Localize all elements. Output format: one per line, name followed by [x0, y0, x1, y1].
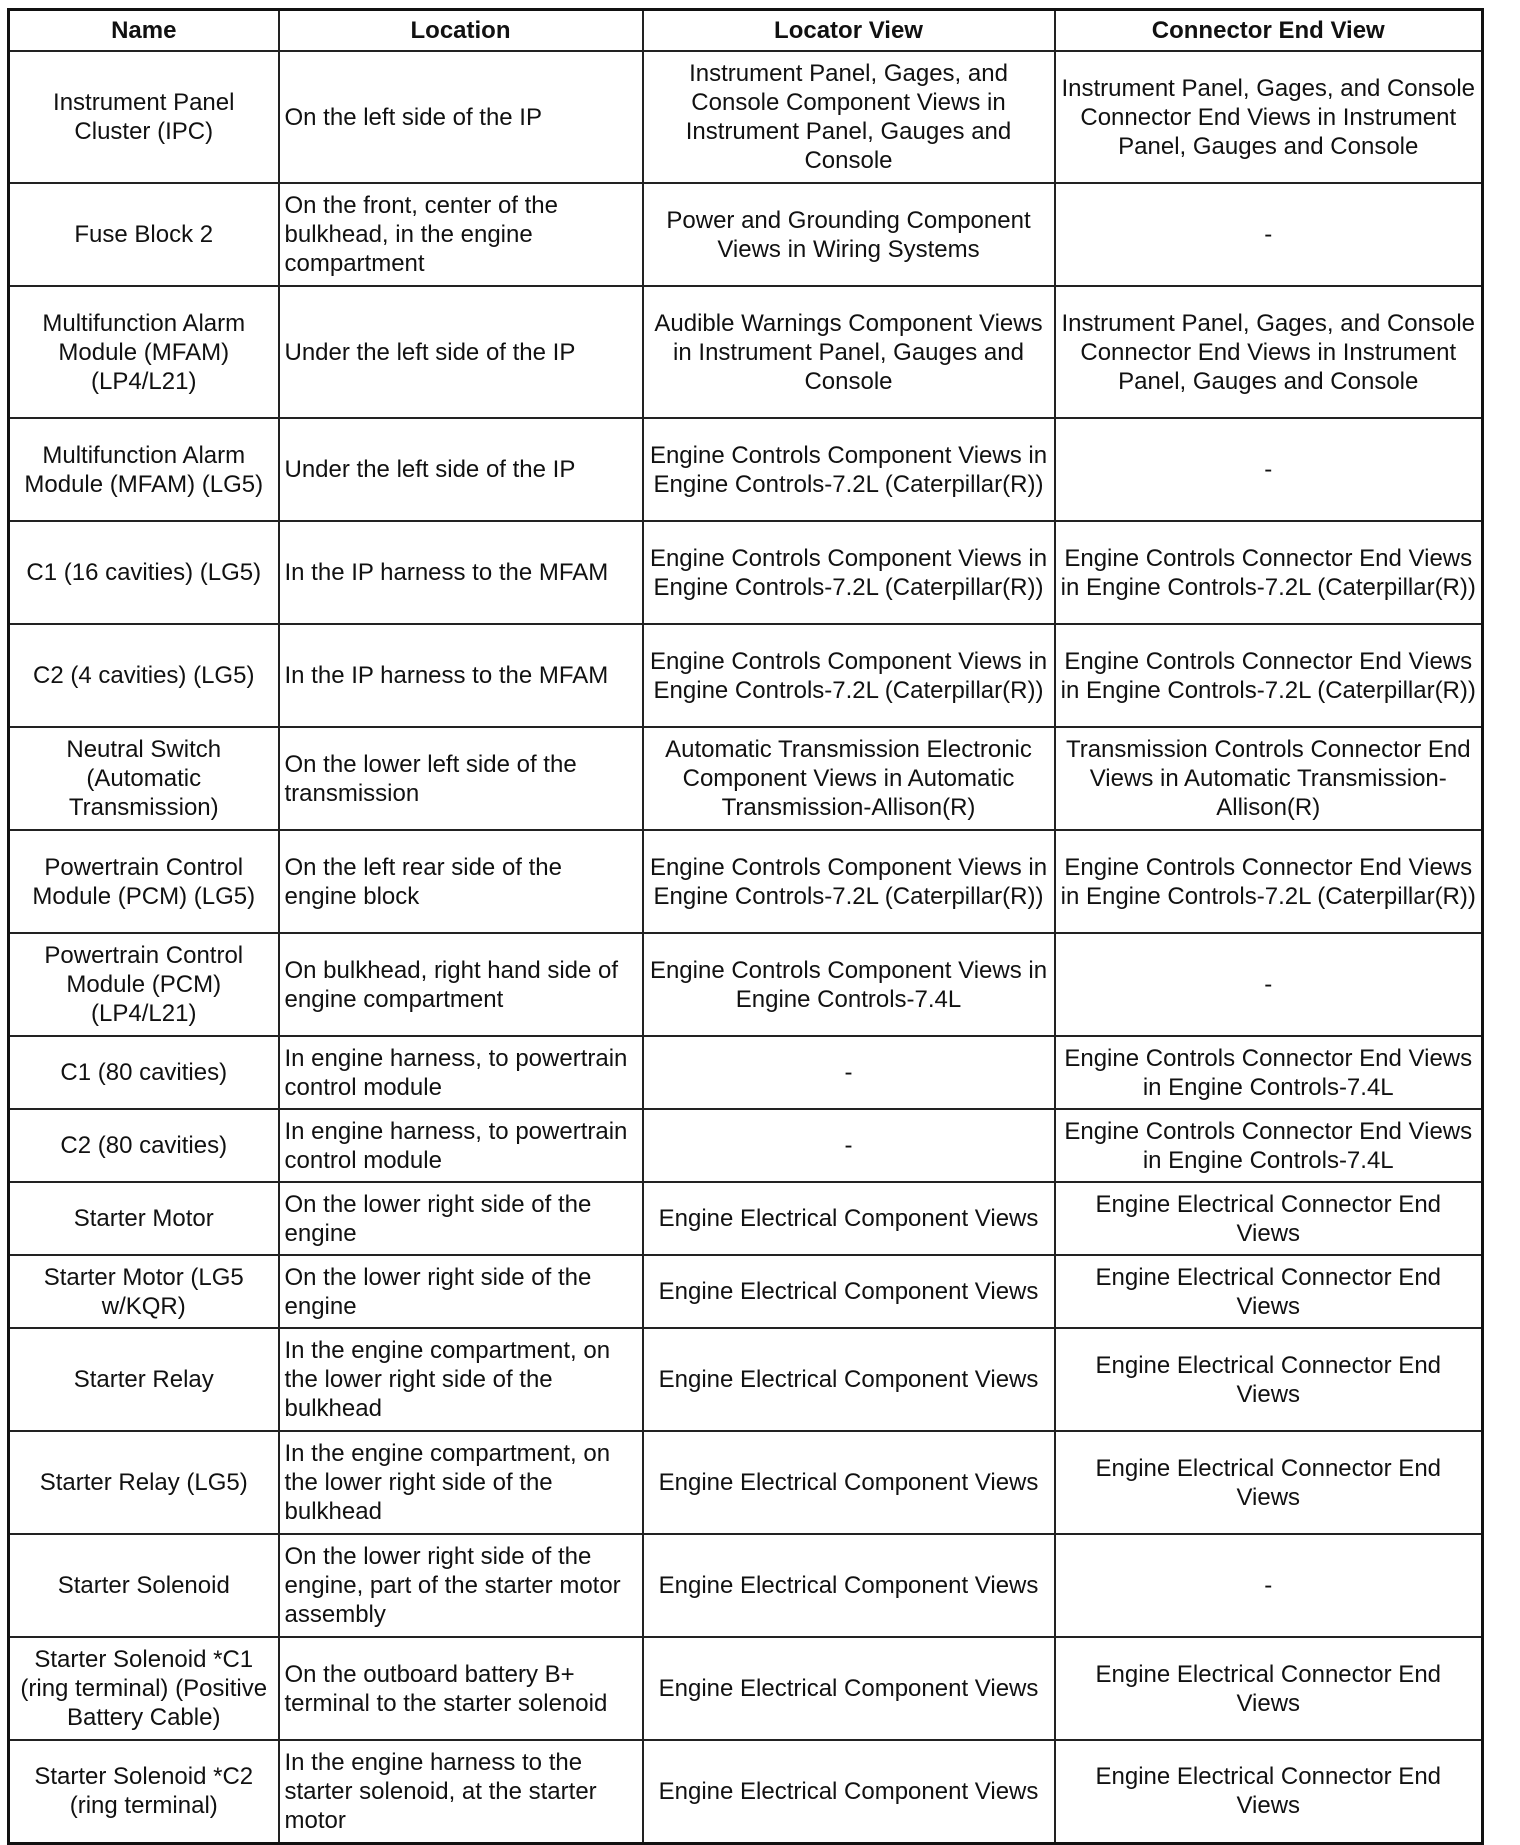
cell-locator-view: Engine Electrical Component Views — [643, 1534, 1055, 1637]
cell-name: Starter Motor (LG5 w/KQR) — [9, 1255, 279, 1328]
cell-location: On the left rear side of the engine block — [279, 830, 643, 933]
cell-location: In the IP harness to the MFAM — [279, 624, 643, 727]
cell-name: Starter Solenoid *C2 (ring terminal) — [9, 1740, 279, 1843]
cell-locator-view: Engine Electrical Component Views — [643, 1328, 1055, 1431]
table-row — [9, 1431, 1483, 1534]
table-row — [9, 418, 1483, 521]
component-locator-table — [7, 8, 1484, 1845]
cell-name: C1 (80 cavities) — [9, 1036, 279, 1109]
cell-location: In engine harness, to powertrain control module — [279, 1036, 643, 1109]
header-name: Name — [9, 10, 279, 52]
cell-location: On bulkhead, right hand side of engine compartment — [279, 933, 643, 1036]
cell-locator-view: - — [643, 1109, 1055, 1182]
cell-location: In the engine compartment, on the lower right side of the bulkhead — [279, 1328, 643, 1431]
table-row — [9, 727, 1483, 830]
cell-name: Instrument Panel Cluster (IPC) — [9, 51, 279, 183]
cell-connector-end-view: - — [1055, 183, 1483, 286]
header-location: Location — [279, 10, 643, 52]
cell-locator-view: Instrument Panel, Gages, and Console Component Views in Instrument Panel, Gauges and Console — [643, 51, 1055, 183]
cell-name: C2 (4 cavities) (LG5) — [9, 624, 279, 727]
table-row — [9, 1328, 1483, 1431]
cell-connector-end-view: Engine Electrical Connector End Views — [1055, 1637, 1483, 1740]
table-row — [9, 1109, 1483, 1182]
cell-connector-end-view: - — [1055, 933, 1483, 1036]
cell-location: In engine harness, to powertrain control module — [279, 1109, 643, 1182]
table-row — [9, 1182, 1483, 1255]
cell-name: Starter Relay — [9, 1328, 279, 1431]
cell-name: Starter Solenoid — [9, 1534, 279, 1637]
cell-connector-end-view: Engine Electrical Connector End Views — [1055, 1740, 1483, 1843]
cell-location: On the left side of the IP — [279, 51, 643, 183]
cell-connector-end-view: Engine Controls Connector End Views in Engine Controls-7.2L (Caterpillar(R)) — [1055, 830, 1483, 933]
table-row — [9, 830, 1483, 933]
cell-name: Multifunction Alarm Module (MFAM) (LG5) — [9, 418, 279, 521]
cell-locator-view: Engine Controls Component Views in Engine Controls-7.2L (Caterpillar(R)) — [643, 418, 1055, 521]
cell-locator-view: Engine Controls Component Views in Engine Controls-7.2L (Caterpillar(R)) — [643, 830, 1055, 933]
cell-location: In the IP harness to the MFAM — [279, 521, 643, 624]
cell-locator-view: Engine Electrical Component Views — [643, 1431, 1055, 1534]
component-locator-table-wrapper — [7, 8, 1481, 1845]
cell-location: On the lower left side of the transmission — [279, 727, 643, 830]
cell-connector-end-view: Engine Electrical Connector End Views — [1055, 1182, 1483, 1255]
cell-connector-end-view: Engine Controls Connector End Views in Engine Controls-7.4L — [1055, 1109, 1483, 1182]
table-row — [9, 1637, 1483, 1740]
cell-location: On the front, center of the bulkhead, in the engine compartment — [279, 183, 643, 286]
header-connector-end-view: Connector End View — [1055, 10, 1483, 52]
cell-locator-view: Engine Controls Component Views in Engine Controls-7.2L (Caterpillar(R)) — [643, 521, 1055, 624]
cell-locator-view: Audible Warnings Component Views in Instrument Panel, Gauges and Console — [643, 286, 1055, 418]
cell-connector-end-view: Instrument Panel, Gages, and Console Connector End Views in Instrument Panel, Gauges and Console — [1055, 51, 1483, 183]
table-row — [9, 1036, 1483, 1109]
table-row — [9, 521, 1483, 624]
cell-connector-end-view: Engine Electrical Connector End Views — [1055, 1255, 1483, 1328]
table-row — [9, 51, 1483, 183]
cell-connector-end-view: Transmission Controls Connector End Views in Automatic Transmission-Allison(R) — [1055, 727, 1483, 830]
cell-connector-end-view: Engine Controls Connector End Views in Engine Controls-7.2L (Caterpillar(R)) — [1055, 624, 1483, 727]
header-locator-view: Locator View — [643, 10, 1055, 52]
table-row — [9, 286, 1483, 418]
cell-name: Starter Relay (LG5) — [9, 1431, 279, 1534]
cell-connector-end-view: Engine Electrical Connector End Views — [1055, 1328, 1483, 1431]
cell-locator-view: Engine Electrical Component Views — [643, 1637, 1055, 1740]
cell-location: On the lower right side of the engine — [279, 1255, 643, 1328]
cell-name: Multifunction Alarm Module (MFAM) (LP4/L21) — [9, 286, 279, 418]
table-row — [9, 183, 1483, 286]
cell-connector-end-view: Instrument Panel, Gages, and Console Connector End Views in Instrument Panel, Gauges and Console — [1055, 286, 1483, 418]
cell-connector-end-view: Engine Controls Connector End Views in Engine Controls-7.2L (Caterpillar(R)) — [1055, 521, 1483, 624]
table-row — [9, 1255, 1483, 1328]
cell-name: C2 (80 cavities) — [9, 1109, 279, 1182]
cell-name: Starter Motor — [9, 1182, 279, 1255]
cell-name: Starter Solenoid *C1 (ring terminal) (Positive Battery Cable) — [9, 1637, 279, 1740]
cell-connector-end-view: - — [1055, 1534, 1483, 1637]
cell-locator-view: Engine Electrical Component Views — [643, 1255, 1055, 1328]
cell-name: Fuse Block 2 — [9, 183, 279, 286]
cell-location: On the lower right side of the engine — [279, 1182, 643, 1255]
header-row — [9, 10, 1483, 52]
cell-location: On the outboard battery B+ terminal to the starter solenoid — [279, 1637, 643, 1740]
cell-location: In the engine compartment, on the lower right side of the bulkhead — [279, 1431, 643, 1534]
cell-name: C1 (16 cavities) (LG5) — [9, 521, 279, 624]
table-row — [9, 1534, 1483, 1637]
cell-locator-view: Engine Controls Component Views in Engine Controls-7.4L — [643, 933, 1055, 1036]
cell-connector-end-view: Engine Electrical Connector End Views — [1055, 1431, 1483, 1534]
table-row — [9, 624, 1483, 727]
cell-connector-end-view: - — [1055, 418, 1483, 521]
table-row — [9, 1740, 1483, 1843]
cell-locator-view: Engine Controls Component Views in Engine Controls-7.2L (Caterpillar(R)) — [643, 624, 1055, 727]
cell-location: In the engine harness to the starter solenoid, at the starter motor — [279, 1740, 643, 1843]
cell-locator-view: Engine Electrical Component Views — [643, 1740, 1055, 1843]
cell-location: Under the left side of the IP — [279, 286, 643, 418]
cell-location: On the lower right side of the engine, part of the starter motor assembly — [279, 1534, 643, 1637]
cell-locator-view: - — [643, 1036, 1055, 1109]
cell-locator-view: Power and Grounding Component Views in Wiring Systems — [643, 183, 1055, 286]
cell-connector-end-view: Engine Controls Connector End Views in Engine Controls-7.4L — [1055, 1036, 1483, 1109]
cell-location: Under the left side of the IP — [279, 418, 643, 521]
cell-name: Powertrain Control Module (PCM) (LP4/L21) — [9, 933, 279, 1036]
cell-locator-view: Automatic Transmission Electronic Component Views in Automatic Transmission-Allison(R) — [643, 727, 1055, 830]
table-row — [9, 933, 1483, 1036]
cell-name: Powertrain Control Module (PCM) (LG5) — [9, 830, 279, 933]
cell-name: Neutral Switch (Automatic Transmission) — [9, 727, 279, 830]
cell-locator-view: Engine Electrical Component Views — [643, 1182, 1055, 1255]
